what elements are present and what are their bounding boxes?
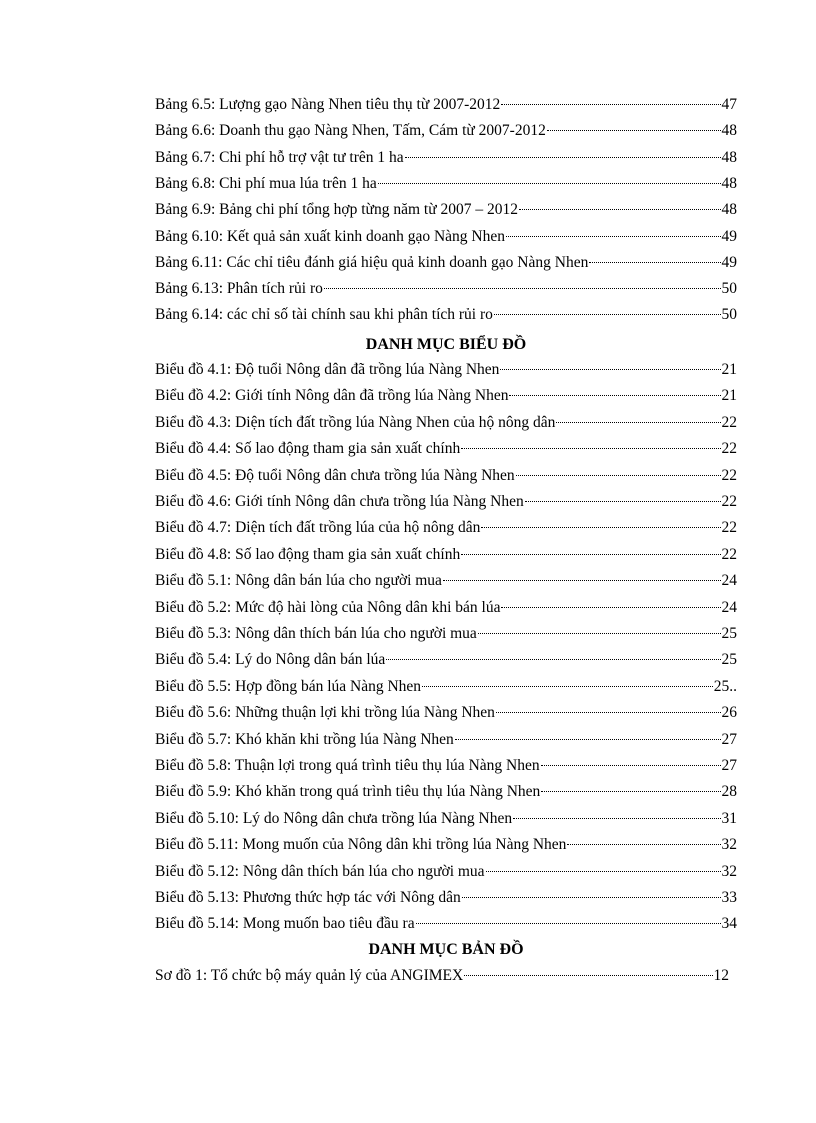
toc-entry-label: Bảng 6.9: Bảng chi phí tổng hợp từng năm từ 2007 – 2012 bbox=[155, 201, 518, 219]
toc-entry[interactable] bbox=[155, 171, 737, 197]
toc-entry-label: Biểu đồ 5.7: Khó khăn khi trồng lúa Nàng Nhen bbox=[155, 730, 454, 748]
toc-entry[interactable] bbox=[155, 832, 737, 858]
toc-entry-page: 48 bbox=[721, 122, 737, 140]
toc-entry-label: Biểu đồ 5.3: Nông dân thích bán lúa cho người mua bbox=[155, 625, 477, 642]
toc-entry-label: Biểu đồ 5.9: Khó khăn trong quá trình tiêu thụ lúa Nàng Nhen bbox=[155, 783, 541, 801]
toc-entry-page: 50 bbox=[721, 280, 737, 298]
dot-leader bbox=[464, 975, 712, 976]
toc-entry[interactable] bbox=[155, 357, 737, 383]
toc-entry-page: 21 bbox=[721, 361, 737, 378]
toc-entry-page: 31 bbox=[721, 809, 737, 827]
toc-entry-page: 49 bbox=[721, 253, 737, 271]
dot-leader bbox=[455, 739, 721, 740]
toc-entry[interactable] bbox=[155, 911, 737, 937]
toc-entry-page: 21 bbox=[721, 387, 737, 405]
toc-entry-page: 25 bbox=[721, 651, 737, 669]
toc-entry[interactable] bbox=[155, 489, 737, 515]
toc-entry-label: Bảng 6.13: Phân tích rủi ro bbox=[155, 280, 323, 298]
dot-leader bbox=[516, 475, 721, 476]
toc-entry-page: 24 bbox=[721, 572, 737, 590]
toc-entry-label: Biểu đồ 4.1: Độ tuổi Nông dân đã trồng lúa Nàng Nhen bbox=[155, 361, 500, 378]
toc-entry-label: Bảng 6.8: Chi phí mua lúa trên 1 ha bbox=[155, 174, 377, 192]
toc-entry-label: Bảng 6.11: Các chỉ tiêu đánh giá hiệu quả kinh doanh gạo Nàng Nhen bbox=[155, 253, 589, 271]
toc-entry[interactable] bbox=[155, 197, 737, 223]
toc-entry-label: Biểu đồ 4.6: Giới tính Nông dân chưa trồng lúa Nàng Nhen bbox=[155, 493, 524, 510]
toc-entry[interactable] bbox=[155, 276, 737, 302]
toc-entry-label: Bảng 6.5: Lượng gạo Nàng Nhen tiêu thụ từ 2007-2012 bbox=[155, 96, 501, 113]
dot-leader bbox=[496, 712, 721, 713]
toc-entry-label: Biểu đồ 5.11: Mong muốn của Nông dân khi trồng lúa Nàng Nhen bbox=[155, 836, 567, 854]
toc-entry[interactable] bbox=[155, 727, 737, 753]
dot-leader bbox=[486, 871, 721, 872]
dot-leader bbox=[506, 236, 721, 237]
toc-entry-page: 32 bbox=[721, 836, 737, 854]
toc-entry-page: 27 bbox=[721, 730, 737, 748]
toc-entry[interactable] bbox=[155, 224, 737, 250]
toc-entry-label: Biểu đồ 5.2: Mức độ hài lòng của Nông dân khi bán lúa bbox=[155, 598, 501, 616]
toc-entry[interactable] bbox=[155, 145, 737, 171]
toc-entry-label: Biểu đồ 4.3: Diện tích đất trồng lúa Nàng Nhen của hộ nông dân bbox=[155, 413, 556, 431]
toc-entry-label: Biểu đồ 4.7: Diện tích đất trồng lúa của hộ nông dân bbox=[155, 519, 481, 537]
toc-entry[interactable] bbox=[155, 568, 737, 594]
toc-entry-page: 22 bbox=[721, 440, 737, 458]
dot-leader bbox=[519, 209, 721, 210]
maps-heading: DANH MỤC BẢN ĐỒ bbox=[368, 941, 524, 958]
dot-leader bbox=[500, 369, 720, 370]
toc-entry-page: 22 bbox=[721, 519, 737, 537]
toc-entry[interactable] bbox=[155, 463, 737, 489]
dot-leader bbox=[386, 659, 720, 660]
dot-leader bbox=[478, 633, 721, 634]
toc-entry-label: Biểu đồ 5.5: Hợp đồng bán lúa Nàng Nhen bbox=[155, 677, 422, 695]
toc-entry-page: 47 bbox=[721, 96, 737, 113]
toc-entry[interactable] bbox=[155, 700, 737, 726]
toc-entry[interactable] bbox=[155, 647, 737, 673]
toc-entry[interactable] bbox=[155, 118, 737, 144]
toc-entry-label: Bảng 6.10: Kết quả sản xuất kinh doanh gạo Nàng Nhen bbox=[155, 227, 505, 245]
toc-entry-page: 48 bbox=[721, 148, 737, 166]
toc-entry-page: 32 bbox=[721, 862, 737, 880]
dot-leader bbox=[443, 580, 721, 581]
toc-entry-page: 22 bbox=[721, 466, 737, 484]
toc-entry-page: 22 bbox=[721, 545, 737, 563]
toc-entry[interactable] bbox=[155, 674, 737, 700]
toc-entry[interactable] bbox=[155, 621, 737, 647]
dot-leader bbox=[589, 262, 720, 263]
toc-entry-label: Bảng 6.6: Doanh thu gạo Nàng Nhen, Tấm, Cám từ 2007-2012 bbox=[155, 122, 546, 140]
toc-entry[interactable] bbox=[155, 436, 737, 462]
dot-leader bbox=[405, 157, 721, 158]
toc-entry[interactable] bbox=[155, 410, 737, 436]
dot-leader bbox=[513, 818, 720, 819]
toc-entry-label: Bảng 6.7: Chi phí hỗ trợ vật tư trên 1 ha bbox=[155, 148, 404, 166]
dot-leader bbox=[509, 395, 720, 396]
toc-entry-page: 28 bbox=[721, 783, 737, 801]
dot-leader bbox=[461, 448, 720, 449]
toc-entry-page: 12 bbox=[713, 967, 729, 984]
dot-leader bbox=[501, 607, 720, 608]
toc-entry-label: Biểu đồ 5.8: Thuận lợi trong quá trình tiêu thụ lúa Nàng Nhen bbox=[155, 757, 540, 774]
toc-entry[interactable] bbox=[155, 779, 737, 805]
toc-entry-page: 27 bbox=[721, 757, 737, 774]
dot-leader bbox=[324, 288, 721, 289]
dot-leader bbox=[461, 554, 720, 555]
toc-entry[interactable] bbox=[155, 595, 737, 621]
toc-entry-page: 48 bbox=[721, 201, 737, 219]
toc-entry[interactable] bbox=[155, 302, 737, 328]
dot-leader bbox=[567, 844, 720, 845]
toc-entry-label: Biểu đồ 5.10: Lý do Nông dân chưa trồng lúa Nàng Nhen bbox=[155, 809, 513, 827]
toc-entry[interactable] bbox=[155, 753, 737, 779]
dot-leader bbox=[556, 422, 720, 423]
toc-entry-label: Biểu đồ 5.14: Mong muốn bao tiêu đầu ra bbox=[155, 915, 415, 933]
dot-leader bbox=[525, 501, 721, 502]
toc-entry-label: Biểu đồ 5.4: Lý do Nông dân bán lúa bbox=[155, 651, 386, 669]
toc-entry-label: Biểu đồ 5.1: Nông dân bán lúa cho người mua bbox=[155, 572, 442, 590]
toc-entry-label: Biểu đồ 4.5: Độ tuổi Nông dân chưa trồng lúa Nàng Nhen bbox=[155, 466, 515, 484]
toc-entry-page: 49 bbox=[721, 227, 737, 245]
toc-entry-label: Biểu đồ 4.4: Số lao động tham gia sản xuất chính bbox=[155, 440, 461, 458]
toc-entry-page: 24 bbox=[721, 598, 737, 616]
toc-entry-label: Bảng 6.14: các chỉ số tài chính sau khi phân tích rủi ro bbox=[155, 306, 493, 324]
dot-leader bbox=[462, 897, 721, 898]
toc-entry[interactable] bbox=[155, 92, 737, 118]
dot-leader bbox=[378, 183, 721, 184]
dot-leader bbox=[494, 314, 721, 315]
toc-entry[interactable] bbox=[155, 542, 737, 568]
toc-entry-page: 22 bbox=[721, 493, 737, 510]
toc-entry[interactable] bbox=[155, 806, 737, 832]
toc-entry-page: 33 bbox=[721, 889, 737, 906]
dot-leader bbox=[422, 686, 713, 687]
charts-heading: DANH MỤC BIỂU ĐỒ bbox=[365, 336, 527, 353]
toc-entry-label: Sơ đồ 1: Tổ chức bộ máy quản lý của ANGIMEX bbox=[155, 967, 464, 984]
dot-leader bbox=[481, 527, 720, 528]
toc-entry-page: 34 bbox=[721, 915, 737, 933]
toc-entry-label: Biểu đồ 4.2: Giới tính Nông dân đã trồng lúa Nàng Nhen bbox=[155, 387, 509, 405]
dot-leader bbox=[541, 765, 721, 766]
toc-entry-page: 48 bbox=[721, 174, 737, 192]
dot-leader bbox=[547, 130, 721, 131]
toc-entry[interactable] bbox=[155, 885, 737, 911]
toc-entry-page: 25.. bbox=[713, 677, 737, 695]
dot-leader bbox=[501, 104, 720, 105]
dot-leader bbox=[416, 923, 721, 924]
toc-entry-page: 50 bbox=[721, 306, 737, 324]
toc-entry[interactable] bbox=[155, 250, 737, 276]
toc-entry-page: 26 bbox=[721, 704, 737, 722]
toc-entry[interactable] bbox=[155, 383, 737, 409]
toc-entry-label: Biểu đồ 5.12: Nông dân thích bán lúa cho người mua bbox=[155, 862, 485, 880]
toc-entry[interactable] bbox=[155, 515, 737, 541]
toc-entry-label: Biểu đồ 5.13: Phương thức hợp tác với Nông dân bbox=[155, 889, 461, 906]
toc-entry-label: Biểu đồ 4.8: Số lao động tham gia sản xuất chính bbox=[155, 545, 461, 563]
toc-entry-page: 22 bbox=[721, 413, 737, 431]
toc-entry-label: Biểu đồ 5.6: Những thuận lợi khi trồng lúa Nàng Nhen bbox=[155, 704, 495, 722]
toc-entry[interactable] bbox=[155, 963, 729, 989]
toc-entry-page: 25 bbox=[721, 625, 737, 642]
toc-entry[interactable] bbox=[155, 859, 737, 885]
dot-leader bbox=[541, 791, 720, 792]
